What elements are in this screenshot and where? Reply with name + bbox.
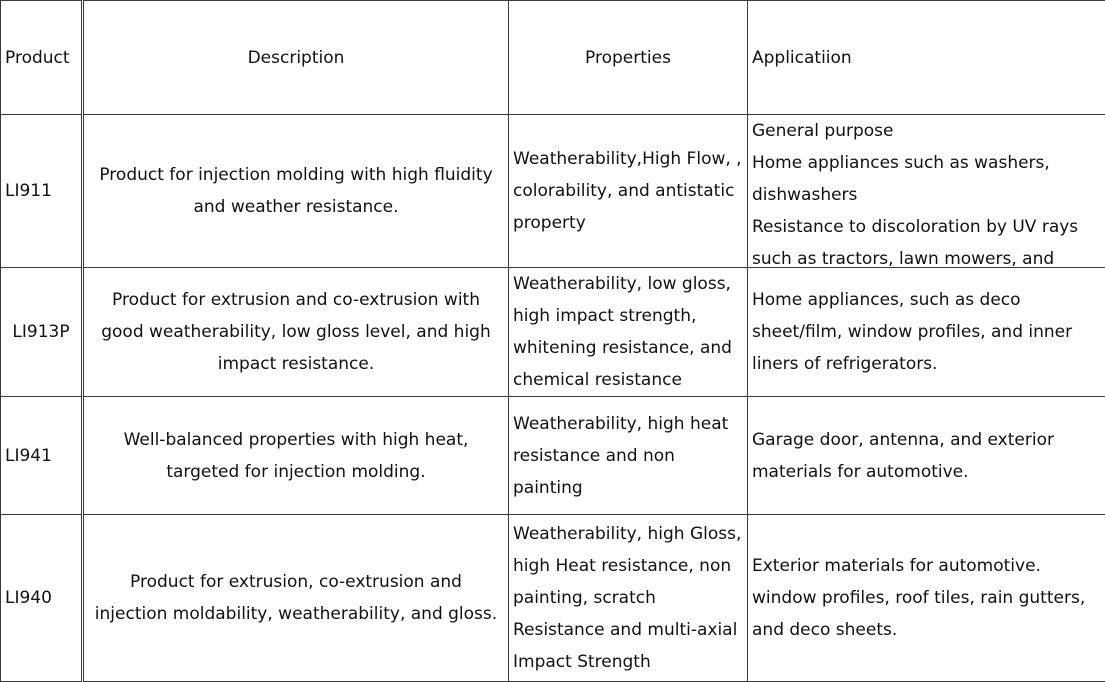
product-cell: LI911 [1,115,83,268]
properties-cell [509,397,748,515]
description-line: Product for injection molding with high fluidity [88,159,504,191]
description-line: injection moldability, weatherability, and gloss. [88,598,504,630]
application-cell [748,397,1105,515]
application-line: Resistance to discoloration by UV rays [752,211,1101,243]
application-cell [748,115,1105,268]
application-line: dishwashers [752,179,1101,211]
product-cell: LI941 [1,397,83,515]
table-row [1,515,1105,682]
application-line: Home appliances such as washers, [752,147,1101,179]
description-cell [83,115,509,268]
application-line: Garage door, antenna, and exterior [752,424,1101,456]
application-line: such as tractors, lawn mowers, and [752,243,1101,267]
description-cell [83,397,509,515]
properties-line: painting [513,472,743,504]
application-line: window profiles, roof tiles, rain gutters, [752,582,1101,614]
header-properties: Properties [509,1,748,115]
properties-line: Weatherability,High Flow, , [513,143,743,175]
properties-line: painting, scratch [513,582,743,614]
properties-line: Weatherability, high heat [513,408,743,440]
properties-line: chemical resistance [513,364,743,396]
properties-line: whitening resistance, and [513,332,743,364]
application-line: materials for automotive. [752,456,1101,488]
properties-line: high impact strength, [513,300,743,332]
header-product: Product [1,1,83,115]
application-cell [748,268,1105,397]
description-cell [83,515,509,682]
properties-line: Weatherability, high Gloss, [513,518,743,550]
application-line: Home appliances, such as deco [752,284,1101,316]
description-line: Product for extrusion and co-extrusion with [88,284,504,316]
properties-line: Weatherability, low gloss, [513,268,743,300]
application-cell [748,515,1105,682]
product-cell: LI913P [1,268,83,397]
description-line: and weather resistance. [88,191,504,223]
application-line: liners of refrigerators. [752,348,1101,380]
description-line: Well-balanced properties with high heat, [88,424,504,456]
header-application: Applicatiion [748,1,1105,115]
description-line: impact resistance. [88,348,504,380]
properties-line: colorability, and antistatic [513,175,743,207]
properties-cell [509,515,748,682]
properties-cell [509,268,748,397]
table-row [1,268,1105,397]
application-line: General purpose [752,115,1101,147]
properties-line: Resistance and multi-axial [513,614,743,646]
application-line: sheet/film, window profiles, and inner [752,316,1101,348]
product-cell: LI940 [1,515,83,682]
description-line: Product for extrusion, co-extrusion and [88,566,504,598]
properties-line: Impact Strength [513,646,743,678]
application-line: and deco sheets. [752,614,1101,646]
description-cell [83,268,509,397]
description-line: targeted for injection molding. [88,456,504,488]
description-line: good weatherability, low gloss level, and high [88,316,504,348]
properties-line: high Heat resistance, non [513,550,743,582]
header-row [1,1,1105,115]
table-row [1,115,1105,268]
application-line: Exterior materials for automotive. [752,550,1101,582]
header-description: Description [83,1,509,115]
properties-line: property [513,207,743,239]
properties-cell [509,115,748,268]
table-row [1,397,1105,515]
properties-line: resistance and non [513,440,743,472]
